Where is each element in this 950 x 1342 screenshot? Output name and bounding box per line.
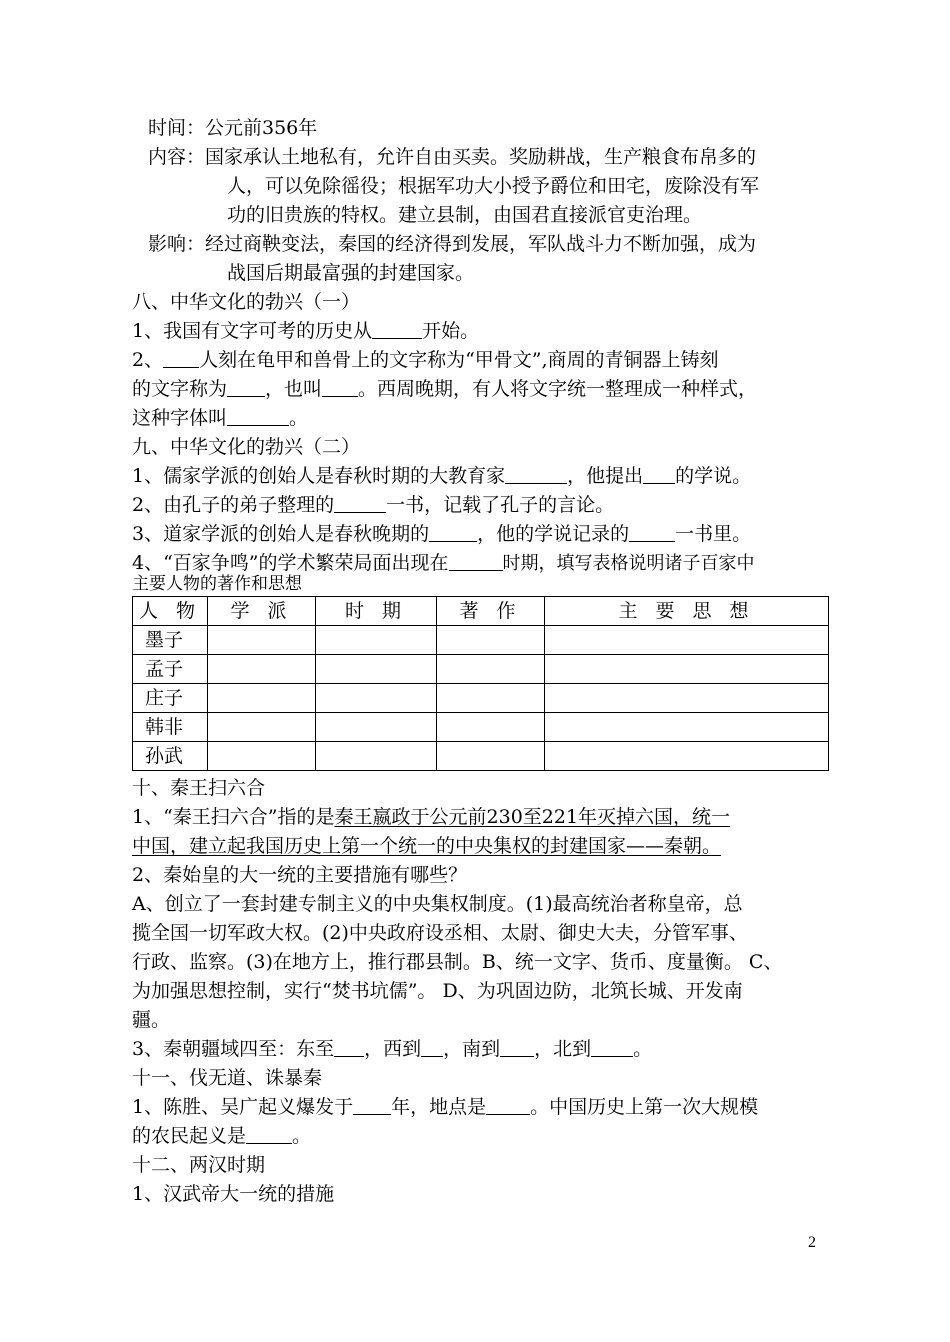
- empty-cell[interactable]: [545, 713, 829, 742]
- section10-heading: 十、秦王扫六合: [132, 777, 266, 799]
- header-thought: 主 要 思 想: [545, 597, 829, 626]
- q2-text-b: 人刻在龟甲和兽骨上的文字称为“甲骨文”,商周的青铜器上铸刻: [199, 349, 719, 371]
- q2-text-a: 2、: [132, 349, 164, 371]
- q2-text-f: 这种字体叫: [132, 407, 228, 429]
- q2-text-g: 。: [289, 407, 309, 429]
- q3-text-c: ，南到: [443, 1038, 501, 1060]
- answer-blank[interactable]: [227, 407, 289, 426]
- page-number: 2: [808, 1234, 816, 1251]
- q1-text-a: 1、我国有文字可考的历史从: [132, 320, 373, 342]
- q1-text-d: 的农民起义是: [132, 1125, 247, 1147]
- section9-q1: [132, 462, 751, 490]
- answer-blank[interactable]: [372, 320, 422, 339]
- section10-q2: 2、秦始皇的大一统的主要措施有哪些？: [132, 864, 468, 886]
- q3-text-b: ，他的学说记录的: [477, 523, 630, 545]
- answer-blank[interactable]: [334, 494, 386, 513]
- person-cell: 墨子: [133, 626, 208, 655]
- header-works: 著 作: [437, 597, 545, 626]
- reform-impact-line2: 战国后期最富强的封建国家。: [227, 262, 475, 284]
- table-header-row: [133, 597, 829, 626]
- answer-blank[interactable]: [322, 378, 358, 397]
- empty-cell[interactable]: [437, 655, 545, 684]
- empty-cell[interactable]: [316, 626, 437, 655]
- answer-blank[interactable]: [246, 1125, 292, 1144]
- section10-q3: [132, 1035, 652, 1063]
- person-cell: 孟子: [133, 655, 208, 684]
- answer-blank[interactable]: [643, 465, 675, 484]
- person-cell: 孙武: [133, 742, 208, 771]
- answer-blank[interactable]: [486, 1096, 530, 1115]
- reform-content-line1: 内容：国家承认土地私有，允许自由买卖。奖励耕战，生产粮食布帛多的: [148, 146, 757, 168]
- empty-cell[interactable]: [316, 684, 437, 713]
- section10-answer-line1: A、创立了一套封建专制主义的中央集权制度。(1)最高统治者称皇帝，总: [132, 893, 743, 915]
- section8-heading: 八、中华文化的勃兴（一）: [132, 291, 361, 313]
- person-cell: 韩非: [133, 713, 208, 742]
- q1-text-b: 年，地点是: [391, 1096, 487, 1118]
- answer-blank[interactable]: [591, 1038, 633, 1057]
- empty-cell[interactable]: [208, 742, 316, 771]
- empty-cell[interactable]: [545, 655, 829, 684]
- q2-text-a: 2、由孔子的弟子整理的: [132, 494, 335, 516]
- empty-cell[interactable]: [208, 713, 316, 742]
- empty-cell[interactable]: [316, 655, 437, 684]
- answer-blank[interactable]: [334, 1038, 364, 1057]
- empty-cell[interactable]: [545, 626, 829, 655]
- reform-time: 时间：公元前356年: [148, 117, 318, 139]
- header-period: 时 期: [316, 597, 437, 626]
- answer-blank[interactable]: [505, 465, 567, 484]
- header-school: 学 派: [208, 597, 316, 626]
- q3-text-a: 3、秦朝疆域四至：东至: [132, 1038, 335, 1060]
- section11-q1-line2: [132, 1122, 311, 1150]
- empty-cell[interactable]: [437, 626, 545, 655]
- empty-cell[interactable]: [208, 655, 316, 684]
- q1-text-a: 1、陈胜、吴广起义爆发于: [132, 1096, 354, 1118]
- section9-q3: [132, 520, 751, 548]
- empty-cell[interactable]: [437, 684, 545, 713]
- q1-text-e: 。: [292, 1125, 312, 1147]
- empty-cell[interactable]: [208, 684, 316, 713]
- answer-blank[interactable]: [500, 1038, 534, 1057]
- section8-q2-line3: [132, 404, 308, 432]
- section12-q1: 1、汉武帝大一统的措施: [132, 1183, 335, 1205]
- answer-blank[interactable]: [353, 1096, 391, 1115]
- table-row: [133, 655, 829, 684]
- answer-blank[interactable]: [429, 523, 477, 542]
- table-row: [133, 684, 829, 713]
- section8-q1: [132, 317, 479, 345]
- q4-text-b: 时期，填写表格说明诸子百家中: [502, 553, 755, 574]
- q1-text-a: 1、儒家学派的创始人是春秋时期的大教育家: [132, 465, 506, 487]
- section9-heading: 九、中华文化的勃兴（二）: [132, 436, 361, 458]
- person-cell: 庄子: [133, 684, 208, 713]
- q3-text-a: 3、道家学派的创始人是春秋晚期的: [132, 523, 430, 545]
- empty-cell[interactable]: [437, 742, 545, 771]
- section10-answer-line4: 为加强思想控制，实行“焚书坑儒”。 D、为巩固边防，北筑长城、开发南: [132, 980, 743, 1002]
- reform-content-line3: 功的旧贵族的特权。建立县制，由国君直接派官吏治理。: [227, 204, 703, 226]
- q1-text-b: ，他提出: [567, 465, 644, 487]
- empty-cell[interactable]: [437, 713, 545, 742]
- q2-text-c: 的文字称为: [132, 378, 228, 400]
- section12-heading: 十二、两汉时期: [132, 1154, 266, 1176]
- section11-heading: 十一、伐无道、诛暴秦: [132, 1067, 323, 1089]
- section9-q2: [132, 491, 614, 519]
- answer-blank[interactable]: [421, 1038, 443, 1057]
- q4-text-a: 4、“百家争鸣”的学术繁荣局面出现在: [132, 552, 449, 574]
- section10-answer-line3: 行政、监察。(3)在地方上，推行郡县制。B、统一文字、货币、度量衡。 C、: [132, 951, 783, 973]
- section10-q1-line1: [132, 803, 730, 831]
- empty-cell[interactable]: [545, 684, 829, 713]
- section9-q4-line2: 主要人物的著作和思想: [132, 574, 302, 594]
- reform-impact-line1: 影响：经过商鞅变法，秦国的经济得到发展，军队战斗力不断加强，成为: [148, 233, 757, 255]
- section10-answer-line5: 疆。: [132, 1009, 171, 1031]
- q2-text-b: 一书，记载了孔子的言论。: [386, 494, 615, 516]
- header-person: 人 物: [133, 597, 208, 626]
- section8-q2-line1: [132, 346, 719, 374]
- q1-text-b: 开始。: [422, 320, 480, 342]
- answer-blank[interactable]: [227, 378, 265, 397]
- empty-cell[interactable]: [208, 626, 316, 655]
- q3-text-e: 。: [633, 1038, 653, 1060]
- empty-cell[interactable]: [316, 713, 437, 742]
- table-row: [133, 626, 829, 655]
- section10-answer-line2: 揽全国一切军政大权。(2)中央政府设丞相、太尉、御史大夫，分管军事、: [132, 922, 748, 944]
- q3-text-b: ，西到: [364, 1038, 422, 1060]
- q3-text-d: ，北到: [534, 1038, 592, 1060]
- q3-text-c: 一书里。: [675, 523, 752, 545]
- q1-text-c: 。中国历史上第一次大规模: [530, 1096, 759, 1118]
- q1-text-a: 1、“秦王扫六合”指的是: [132, 806, 335, 828]
- philosophers-table: [132, 596, 829, 771]
- q1-answer-a: 秦王嬴政于公元前230至221年灭掉六国，统一: [334, 806, 731, 828]
- q2-text-e: 。西周晚期，有人将文字统一整理成一种样式，: [358, 378, 758, 400]
- answer-blank[interactable]: [449, 552, 503, 571]
- answer-blank[interactable]: [629, 523, 675, 542]
- empty-cell[interactable]: [316, 742, 437, 771]
- q2-text-d: ，也叫: [265, 378, 323, 400]
- empty-cell[interactable]: [545, 742, 829, 771]
- answer-blank[interactable]: [163, 349, 199, 368]
- section8-q2-line2: [132, 375, 757, 403]
- table-row: [133, 713, 829, 742]
- section10-q1-line2: 中国，建立起我国历史上第一个统一的中央集权的封建国家——秦朝。: [132, 835, 722, 857]
- reform-content-line2: 人，可以免除徭役；根据军功大小授予爵位和田宅，废除没有军: [227, 175, 760, 197]
- table-row: [133, 742, 829, 771]
- section11-q1-line1: [132, 1093, 758, 1121]
- q1-text-c: 的学说。: [675, 465, 752, 487]
